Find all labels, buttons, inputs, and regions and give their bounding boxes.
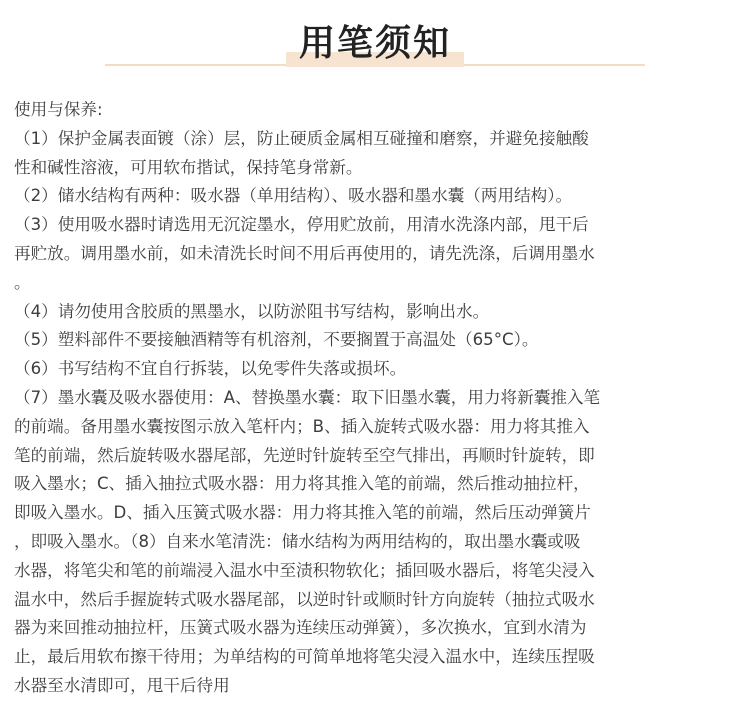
body-line: 器为来回推动抽拉杆，压簧式吸水器为连续压动弹簧），多次换水，宜到水清为 [14, 618, 587, 638]
body-line: （4）请勿使用含胶质的黑墨水，以防淤阻书写结构，影响出水。 [14, 301, 490, 321]
body-line: （7）墨水囊及吸水器使用：A、替换墨水囊：取下旧墨水囊，用力将新囊推入笔 [14, 387, 601, 407]
body-line: （2）储水结构有两种：吸水器（单用结构）、吸水器和墨水囊（两用结构）。 [14, 186, 573, 206]
body-line: 性和碱性溶液，可用软布揩试，保持笔身常新。 [14, 157, 363, 177]
instructions-body [14, 96, 736, 701]
page-header [0, 0, 750, 90]
body-line: （5）塑料部件不要接触酒精等有机溶剂，不要搁置于高温处（65°C）。 [14, 330, 539, 350]
body-line: 使用与保养: [14, 100, 103, 119]
body-line: 即吸入墨水。D、插入压簧式吸水器：用力将其推入笔的前端，然后压动弹簧片 [14, 503, 591, 523]
body-line: 的前端。备用墨水囊按图示放入笔杆内；B、插入旋转式吸水器：用力将其推入 [14, 416, 590, 436]
page-title: 用笔须知 [298, 22, 451, 64]
body-line: 再贮放。调用墨水前，如未清洗长时间不用后再使用的，请先洗涤，后调用墨水 [14, 243, 595, 263]
body-line: （3）使用吸水器时请选用无沉淀墨水，停用贮放前，用清水洗涤内部，甩干后 [14, 215, 589, 235]
body-line: 水器至水清即可，甩干后待用 [14, 675, 230, 695]
body-line: （1）保护金属表面镀（涂）层，防止硬质金属相互碰撞和磨察，并避免接触酸 [14, 128, 589, 148]
body-line: 水器，将笔尖和笔的前端浸入温水中至渍积物软化；插回吸水器后，将笔尖浸入 [14, 560, 595, 580]
body-line: 温水中，然后手握旋转式吸水器尾部，以逆时针或顺时针方向旋转（抽拉式吸水 [14, 589, 595, 609]
body-line: 。 [14, 272, 31, 292]
body-line: ，即吸入墨水。（8）自来水笔清洗：储水结构为两用结构的，取出墨水囊或吸 [14, 531, 581, 551]
body-line: （6）书写结构不宜自行拆装，以免零件失落或损坏。 [14, 359, 407, 379]
body-line: 止，最后用软布擦干待用；为单结构的可简单地将笔尖浸入温水中，连续压捏吸 [14, 647, 595, 667]
body-line: 吸入墨水；C、插入抽拉式吸水器：用力将其推入笔的前端，然后推动抽拉杆， [14, 474, 590, 494]
body-line: 笔的前端，然后旋转吸水器尾部，先逆时针旋转至空气排出，再顺时针旋转，即 [14, 445, 595, 465]
